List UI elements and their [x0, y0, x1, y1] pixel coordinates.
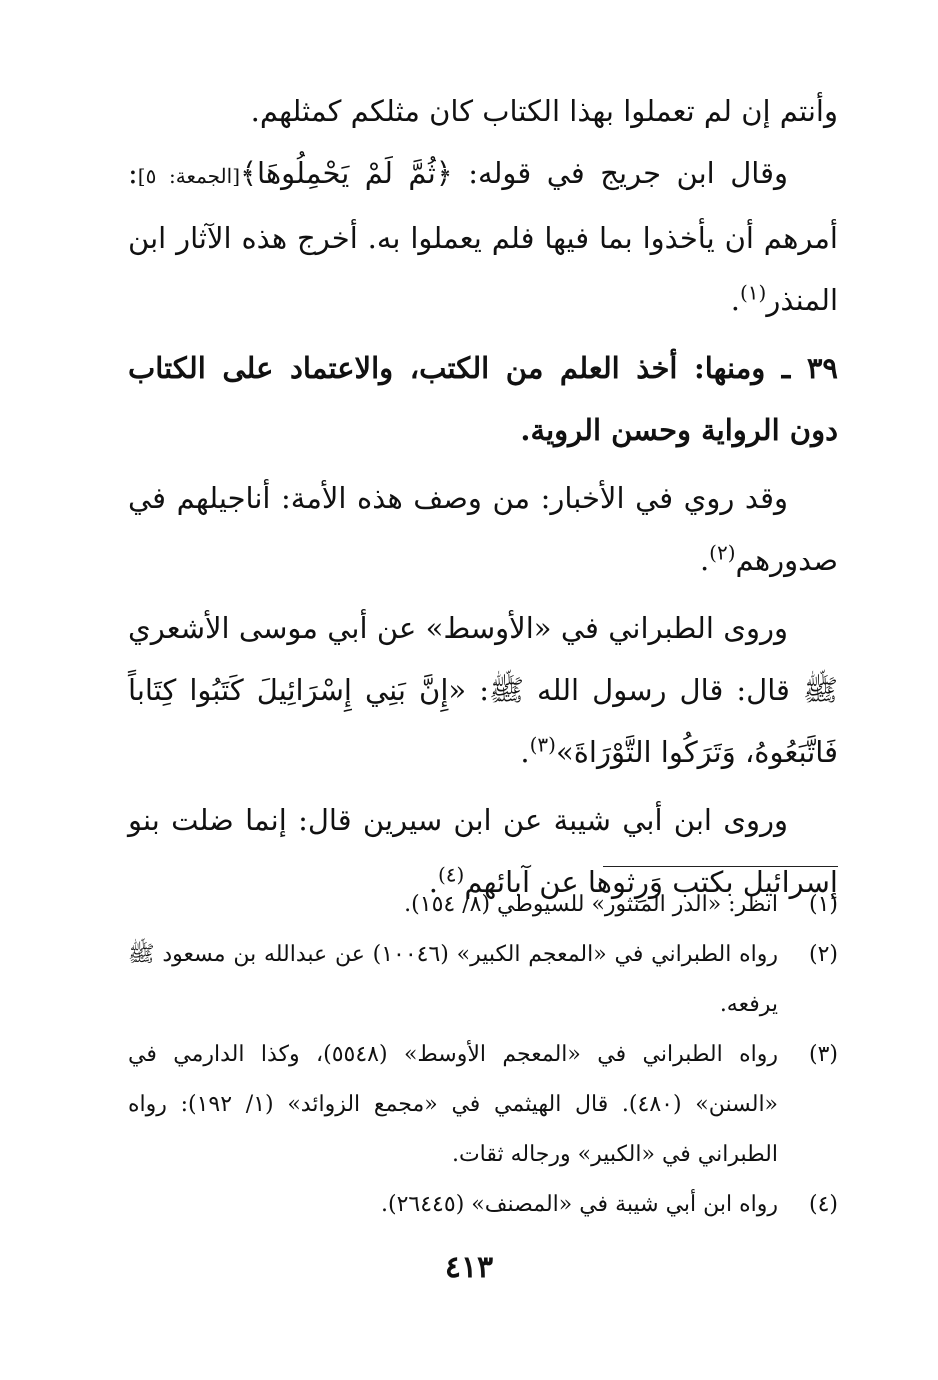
footnote — [128, 1180, 838, 1230]
footnote-number: (٣) — [808, 1042, 838, 1067]
paragraph-1: وأنتم إن لم تعملوا بهذا الكتاب كان مثلكم كمثلهم. — [250, 94, 838, 128]
footnote — [128, 880, 838, 930]
paragraph-2-rest: : أمرهم أن يأخذوا بما فيها فلم يعملوا به. أخرج هذه الآثار ابن المنذر — [128, 156, 838, 317]
footnote-text: رواه الطبراني في «المعجم الكبير» (١٠٠٤٦) عن عبدالله بن مسعود ﷺ يرفعه. — [128, 942, 778, 1017]
paragraph-3-text: وقد روي في الأخبار: من وصف هذه الأمة: أناجيلهم في صدورهم — [128, 481, 838, 577]
footnote-text: رواه الطبراني في «المعجم الأوسط» (٥٥٤٨)، وكذا الدارمي في «السنن» (٤٨٠). قال الهيثمي في «مجمع الزوائد» (١/ ١٩٢): رواه الطبراني في «الكبير» ورجاله ثقات. — [128, 1042, 779, 1167]
footnote-divider — [603, 866, 838, 867]
footnote-ref-4[interactable]: (٤) — [437, 862, 465, 887]
paragraph-2-end: . — [730, 283, 740, 317]
paragraph-2-start: وقال ابن جريج في قوله: ﴿ثُمَّ لَمْ يَحْمِلُوهَا﴾ — [240, 156, 788, 190]
footnote-number: (٤) — [808, 1192, 838, 1217]
body-text — [128, 80, 838, 913]
footnote-number: (٢) — [808, 942, 838, 967]
quran-reference: [الجمعة: ٥] — [137, 164, 241, 188]
paragraph-3 — [128, 467, 838, 591]
paragraph-5-end: . — [428, 865, 438, 899]
footnotes — [128, 880, 838, 1230]
paragraph-2 — [128, 142, 838, 331]
section-heading: ٣٩ ـ ومنها: أخذ العلم من الكتب، والاعتماد على الكتاب دون الرواية وحسن الروية. — [128, 351, 838, 447]
footnote-text: رواه ابن أبي شيبة في «المصنف» (٢٦٤٤٥). — [381, 1192, 778, 1217]
paragraph-3-end: . — [699, 543, 710, 577]
footnote-ref-1[interactable]: (١) — [739, 280, 767, 305]
footnote-ref-2[interactable]: (٢) — [709, 540, 736, 565]
footnote-text: انظر: «الدر المنثور» للسيوطي (٨/ ١٥٤). — [404, 892, 778, 917]
footnote — [128, 1030, 838, 1180]
footnote-number: (١) — [808, 892, 838, 917]
footnote-ref-3[interactable]: (٣) — [529, 732, 556, 757]
footnote — [128, 930, 838, 1030]
paragraph-4-end: . — [520, 735, 530, 769]
page-number: ٤١٣ — [444, 1250, 494, 1285]
paragraph-5-text: وروى ابن أبي شيبة عن ابن سيرين قال: إنما ضلت بنو إسرائيل بكتب وَرِثوها عن آبائهم — [128, 803, 838, 899]
paragraph-4 — [128, 597, 838, 783]
paragraph-4-text: وروى الطبراني في «الأوسط» عن أبي موسى الأشعري ﷺ قال: قال رسول الله ﷺ: «إِنَّ بَنِي إِسْرَائِيلَ كَتَبُوا كِتَاباً فَاتَّبَعُوهُ، وَتَرَكُوا التَّوْرَاةَ» — [128, 611, 838, 769]
